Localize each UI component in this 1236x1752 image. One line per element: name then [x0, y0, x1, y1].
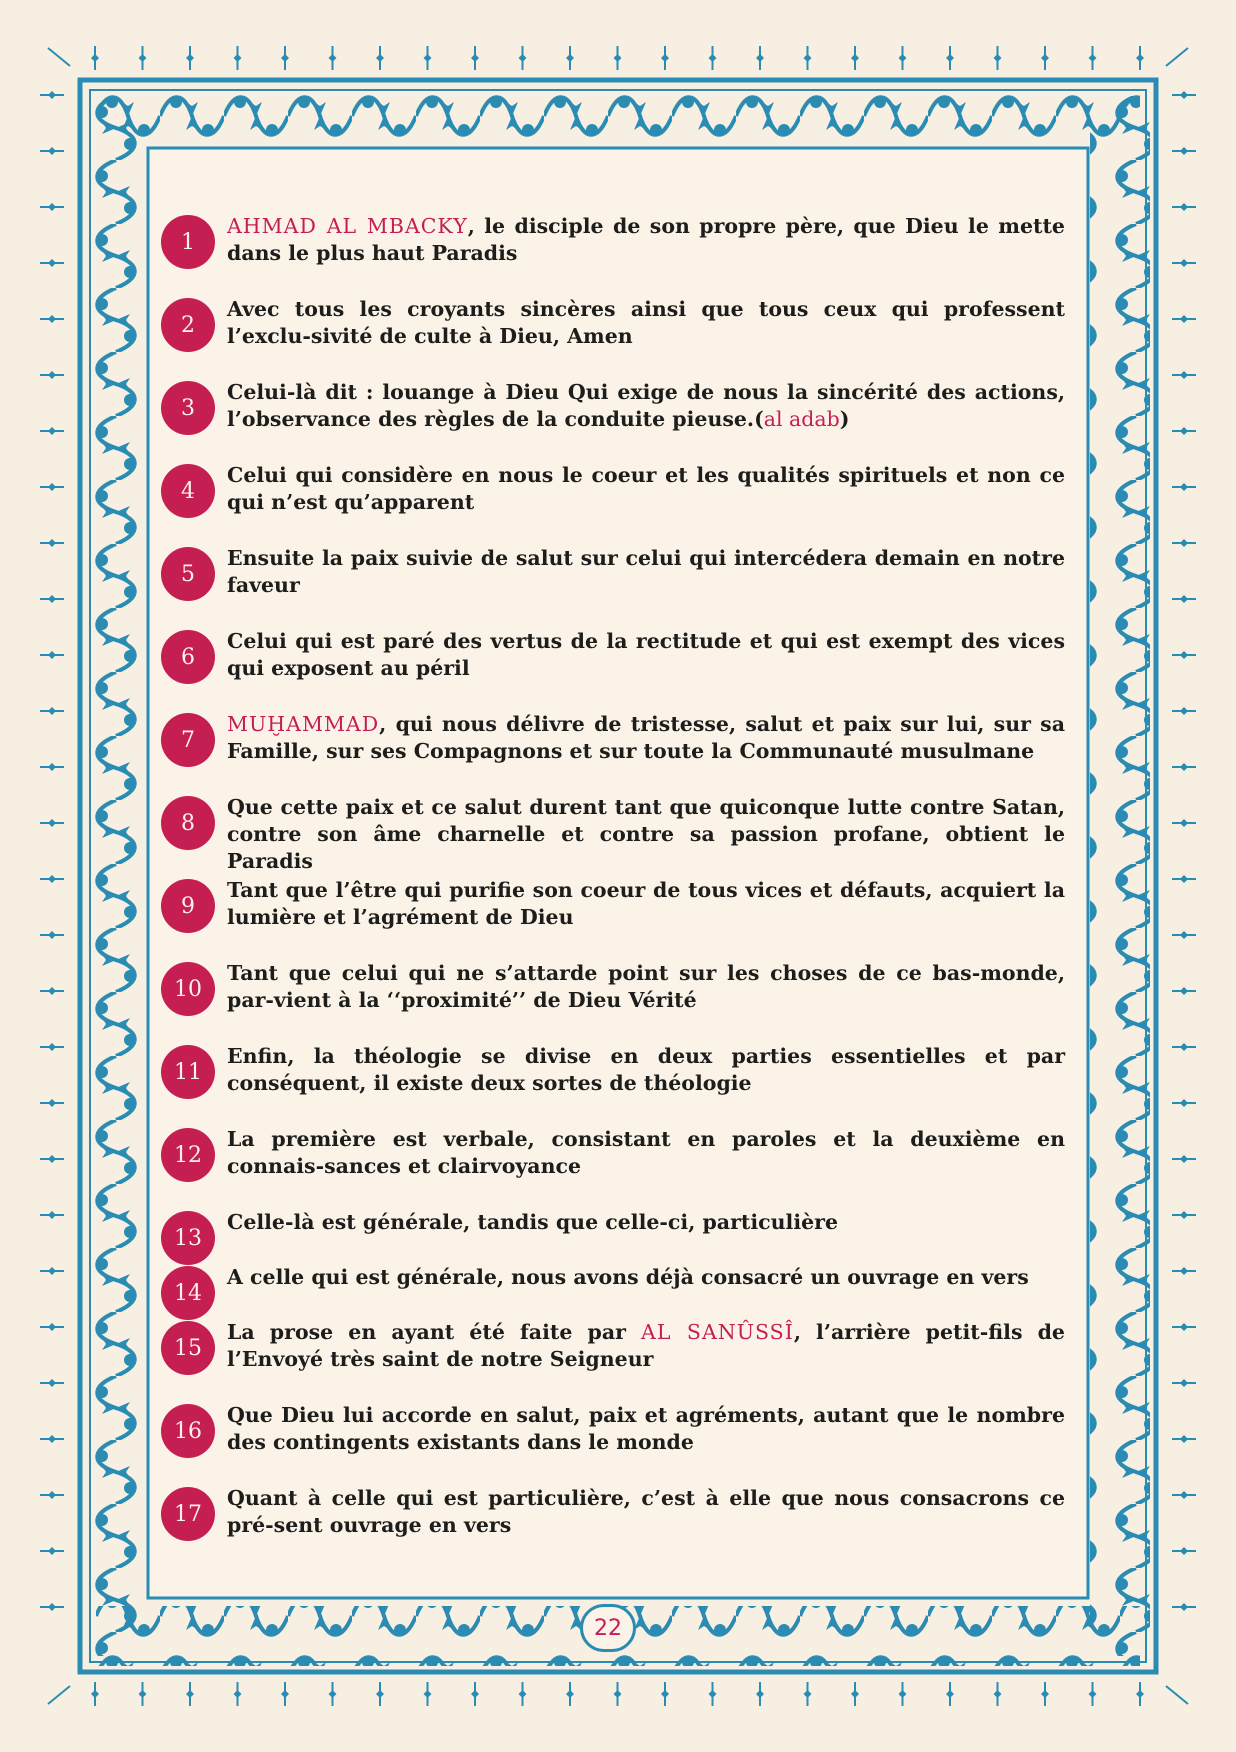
verse-text-segment: Celle-là est générale, tandis que celle-ci, particulière [227, 1210, 838, 1234]
verse-number-badge: 4 [161, 464, 215, 518]
verse-text-segment: , le disciple de son propre père, que Dieu le mette dans le plus haut Paradis [227, 214, 1065, 265]
verse-item [161, 1043, 1065, 1113]
verse-item [161, 296, 1065, 366]
verse-number-badge: 10 [161, 962, 215, 1016]
verse-text-segment: Tant que l’être qui purifie son coeur de tous vices et défauts, acquiert la lumière et l’agrément de Dieu [227, 878, 1065, 929]
verse-text-segment: Quant à celle qui est particulière, c’est à elle que nous consacrons ce pré-sent ouvrage en vers [227, 1486, 1065, 1537]
verse-number-badge: 9 [161, 879, 215, 933]
verse-text-segment: Que Dieu lui accorde en salut, paix et agréments, autant que le nombre des contingents existants dans le monde [227, 1403, 1065, 1454]
verse-item [161, 1126, 1065, 1196]
verse-text [227, 960, 1065, 1014]
highlighted-term: al adab [763, 407, 840, 431]
verse-text-segment: La première est verbale, consistant en paroles et la deuxième en connais-sances et clairvoyance [227, 1127, 1065, 1178]
verse-item [161, 1319, 1065, 1389]
verse-text [227, 1319, 1065, 1373]
verse-number-badge: 5 [161, 547, 215, 601]
verse-number-badge: 15 [161, 1321, 215, 1375]
verse-text [227, 711, 1065, 765]
verse-item [161, 711, 1065, 781]
verse-number-badge: 12 [161, 1128, 215, 1182]
verse-number-badge: 7 [161, 713, 215, 767]
verse-text [227, 462, 1065, 516]
verse-item [161, 545, 1065, 615]
verse-number-badge: 8 [161, 796, 215, 850]
verse-text-segment: Celui qui considère en nous le coeur et les qualités spirituels et non ce qui n’est qu’apparent [227, 463, 1065, 514]
verse-item [161, 628, 1065, 698]
verse-text [227, 1209, 1065, 1236]
verse-number-badge: 6 [161, 630, 215, 684]
verse-number-badge: 14 [161, 1266, 215, 1320]
verse-item [161, 213, 1065, 283]
verse-text [227, 545, 1065, 599]
verse-number-badge: 2 [161, 298, 215, 352]
verse-number-badge: 11 [161, 1045, 215, 1099]
verse-number-badge: 16 [161, 1404, 215, 1458]
verse-number-badge: 1 [161, 215, 215, 269]
verse-text [227, 1264, 1065, 1291]
verse-item [161, 877, 1065, 947]
verse-item [161, 1402, 1065, 1472]
verse-text [227, 1485, 1065, 1539]
verse-item [161, 462, 1065, 532]
verse-text [227, 1402, 1065, 1456]
verse-text [227, 1043, 1065, 1097]
verse-text-segment: La prose en ayant été faite par [227, 1320, 642, 1344]
verse-text [227, 628, 1065, 682]
verse-text [227, 1126, 1065, 1180]
highlighted-name: MUḪAMMAD [227, 712, 380, 736]
verse-number-badge: 13 [161, 1211, 215, 1265]
verse-text-segment: Avec tous les croyants sincères ainsi que tous ceux qui professent l’exclu-sivité de culte à Dieu, Amen [227, 297, 1065, 348]
verse-text-segment: Celui qui est paré des vertus de la rectitude et qui est exempt des vices qui exposent au péril [227, 629, 1065, 680]
verse-text [227, 794, 1065, 875]
verse-text [227, 877, 1065, 931]
verse-item [161, 794, 1065, 873]
verse-text-segment: ) [839, 407, 850, 431]
verse-text [227, 379, 1065, 433]
verse-text-segment: Que cette paix et ce salut durent tant que quiconque lutte contre Satan, contre son âme charnelle et contre sa passion profane, obtient le Paradis [227, 795, 1065, 873]
verse-text [227, 296, 1065, 350]
verse-text-segment: , qui nous délivre de tristesse, salut et paix sur lui, sur sa Famille, sur ses Compagnons et sur toute la Communauté musulmane [227, 712, 1065, 763]
verse-text-segment: Ensuite la paix suivie de salut sur celui qui intercédera demain en notre faveur [227, 546, 1065, 597]
verse-text-segment: Tant que celui qui ne s’attarde point sur les choses de ce bas-monde, par-vient à la ‘‘proximité’’ de Dieu Vérité [227, 961, 1065, 1012]
verse-text-segment: Celui-là dit : louange à Dieu Qui exige de nous la sincérité des actions, l’observance des règles de la conduite pieuse.( [227, 380, 1065, 431]
verse-text-segment: Enfin, la théologie se divise en deux parties essentielles et par conséquent, il existe deux sortes de théologie [227, 1044, 1065, 1095]
verse-item [161, 1485, 1065, 1555]
verse-number-badge: 17 [161, 1487, 215, 1541]
verse-text-segment: A celle qui est générale, nous avons déjà consacré un ouvrage en vers [227, 1265, 1029, 1289]
verse-item [161, 379, 1065, 449]
verse-text [227, 213, 1065, 267]
highlighted-name: AL SANÛSSÎ [641, 1320, 794, 1344]
verse-text-segment: , l’arrière petit-fils de l’Envoyé très saint de notre Seigneur [227, 1320, 1065, 1371]
verse-number-badge: 3 [161, 381, 215, 435]
page-number: 22 [580, 1604, 636, 1652]
verse-item [161, 960, 1065, 1030]
highlighted-name: AHMAD AL MBACKY [227, 214, 468, 238]
